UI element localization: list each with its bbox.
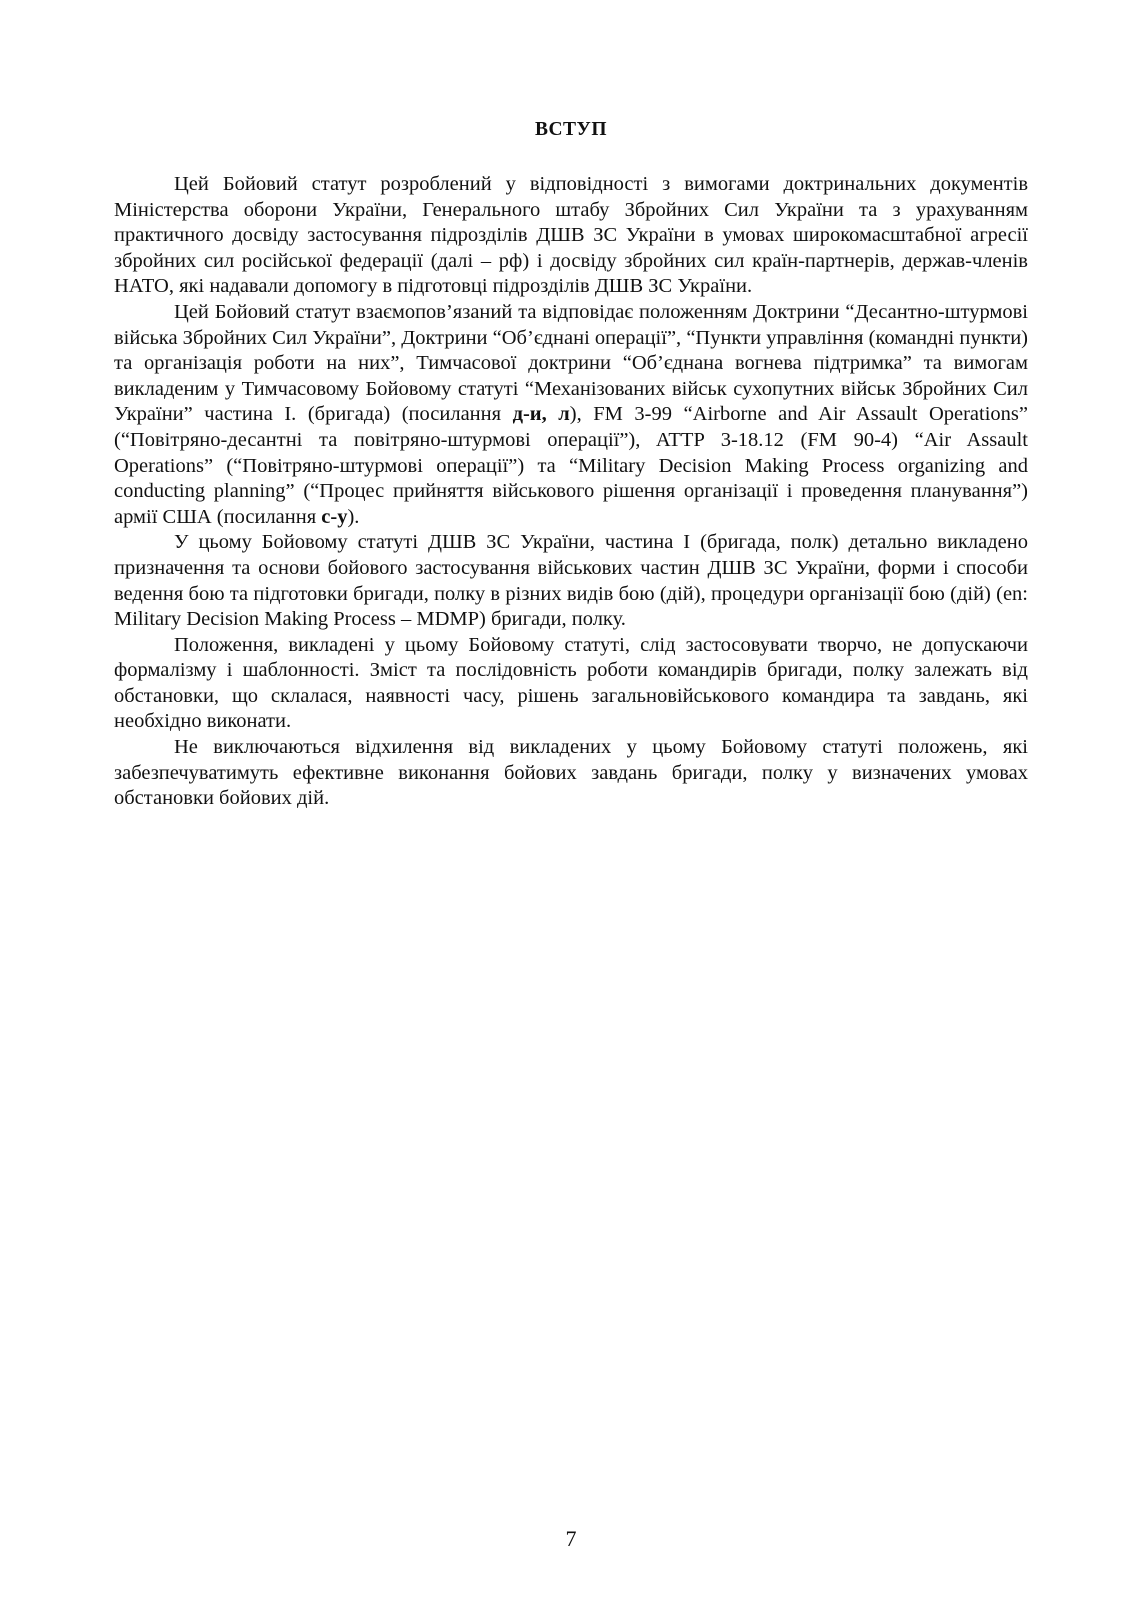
paragraph-3 [114,530,1028,632]
body-text [114,172,1028,812]
paragraph-text: Цей Бойовий статут взаємопов’язаний та відповідає положенням Доктрини “Десантно-штурмові війська Збройних Сил України”, Доктрини “Об’єднані операції”, “Пункти управління (командні пункти) та організація роботи на них”, Тимчасової доктрини “Об’єднана вогнева підтримка” та вимогам викладеним у Тимчасовому Бойовому статуті “Механізованих військ сухопутних військ Збройних Сил України” частина I. (бригада) (посилання [114,300,1028,426]
paragraph-2 [114,300,1028,530]
page-title: ВСТУП [534,119,608,140]
paragraph-text: У цьому Бойовому статуті ДШВ ЗС України, частина I (бригада, полк) детально викладено призначення та основи бойового застосування військових частин ДШВ ЗС України, форми і способи ведення бою та підготовки бригади, полку в різних видів бою (дій), процедури організації бою (дій) (en: Military Decision Making Process – MDMP) бригади, полку. [114,531,1028,631]
paragraph-text: Положення, викладені у цьому Бойовому статуті, слід застосовувати творчо, не допускаючи формалізму і шаблонності. Зміст та послідовність роботи командирів бригади, полку залежать від обстановки, що склалася, наявності часу, рішень загальновійськового командира та завдань, які необхідно виконати. [114,633,1028,733]
paragraph-4 [114,633,1028,735]
reference-label: д-и, л [512,403,570,426]
paragraph-5 [114,735,1028,812]
reference-label: с-у [321,505,348,528]
paragraph-text: Не виключаються відхилення від викладених у цьому Бойовому статуті положень, які забезпечуватимуть ефективне виконання бойових завдань бригади, полку у визначених умовах обстановки бойових дій. [114,736,1028,810]
paragraph-text: Цей Бойовий статут розроблений у відповідності з вимогами доктринальних документів Міністерства оборони України, Генерального штабу Збройних Сил України та з урахуванням практичного досвіду застосування підрозділів ДШВ ЗС України в умовах широкомасштабної агресії збройних сил російської федерації (далі – рф) і досвіду збройних сил країн-партнерів, держав-членів НАТО, які надавали допомогу в підготовці підрозділів ДШВ ЗС України. [114,173,1028,298]
paragraph-text: ), FM 3-99 “Airborne and Air Assault Operations” (“Повітряно-десантні та повітряно-штурмові операції”), ATTP 3-18.12 (FM 90-4) “Air Assault Operations” (“Повітряно-штурмові операції”) та “Military Decision Making Process organizing and conducting planning” (“Процес прийняття військового рішення організації і проведення планування”) армії США (посилання [114,403,1029,528]
page-number: 7 [565,1526,577,1551]
paragraph-text: ). [347,505,360,528]
paragraph-1 [114,172,1028,300]
